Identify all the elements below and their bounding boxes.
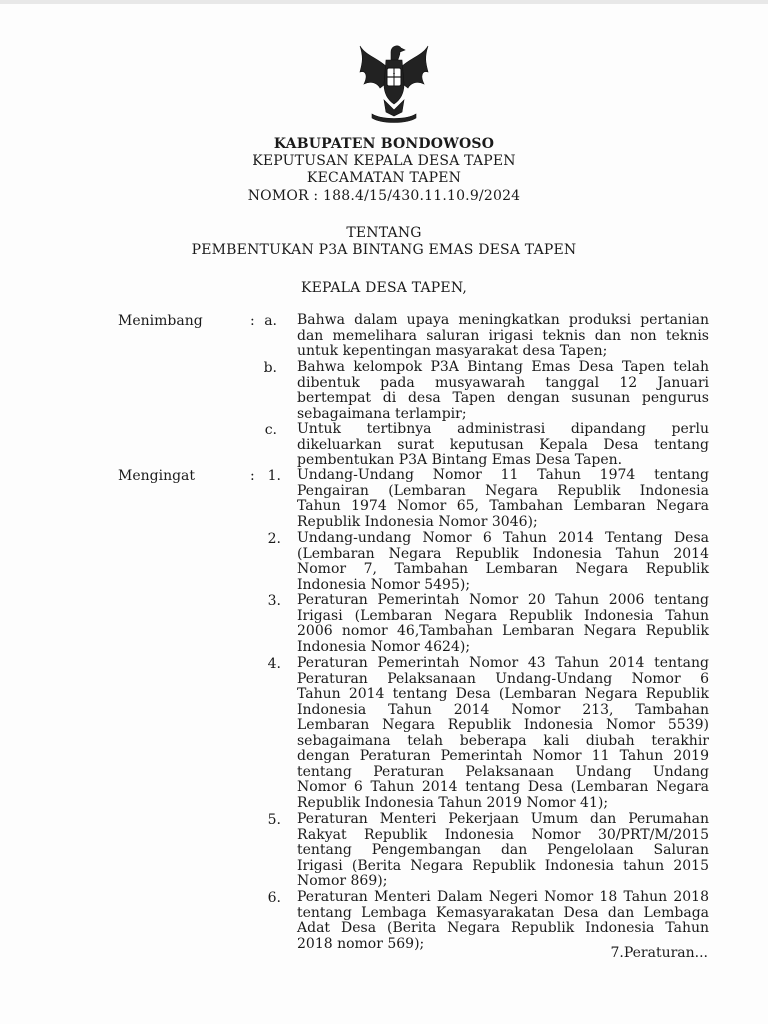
decree-title: KEPUTUSAN KEPALA DESA TAPEN — [252, 153, 516, 169]
mengingat-marker-3: 3. — [267, 593, 281, 609]
text-line: Undang-undang Nomor 6 Tahun 2014 Tentang Desa — [297, 530, 709, 546]
menimbang-colon: : — [250, 313, 255, 329]
text-line: Rakyat Republik Indonesia Nomor 30/PRT/M/2015 — [297, 826, 709, 843]
decree-number: NOMOR : 188.4/15/430.11.10.9/2024 — [247, 188, 521, 204]
text-line: Nomor 7, Tambahan Lembaran Negara Republik — [297, 561, 709, 577]
text-line: Irigasi (Lembaran Negara Republik Indonesia Tahun — [297, 607, 709, 624]
text-line: Untuk tertibnya administrasi dipandang perlu — [297, 421, 709, 437]
menimbang-marker-c: c. — [264, 422, 277, 438]
text-line: Lembaran Negara Republik Indonesia Nomor 5539) — [297, 717, 709, 733]
menimbang-marker-b: b. — [263, 360, 277, 376]
text-line: Indonesia Tahun 2014 Nomor 213, Tambahan — [297, 701, 709, 718]
mengingat-item-6 — [297, 890, 709, 952]
mengingat-item-1 — [297, 468, 709, 530]
district-name: KECAMATAN TAPEN — [306, 170, 462, 186]
text-line: Republik Indonesia Nomor 3046); — [297, 513, 538, 530]
text-line: Tahun 2014 tentang Desa (Lembaran Negara Republik — [297, 686, 709, 702]
text-line: dikeluarkan surat keputusan Kepala Desa tentang — [297, 436, 709, 453]
menimbang-label: Menimbang — [118, 313, 203, 329]
menimbang-item-b — [297, 360, 709, 422]
text-line: bertempat di desa Tapen dengan susunan pengurus — [297, 390, 709, 406]
text-line: Peraturan Pemerintah Nomor 20 Tahun 2006 tentang — [297, 592, 709, 608]
mengingat-item-5 — [297, 812, 709, 890]
mengingat-marker-5: 5. — [267, 812, 281, 828]
mengingat-label: Mengingat — [118, 468, 196, 484]
text-line: pembentukan P3A Bintang Emas Desa Tapen. — [297, 452, 623, 468]
issuer-heading: KEPALA DESA TAPEN, — [300, 280, 468, 296]
text-line: Peraturan Menteri Pekerjaan Umum dan Perumahan — [297, 811, 709, 827]
garuda-emblem-icon — [358, 38, 430, 124]
text-line: Republik Indonesia Tahun 2019 Nomor 41); — [297, 794, 609, 811]
text-line: Peraturan Menteri Dalam Negeri Nomor 18 Tahun 2018 — [297, 889, 709, 905]
text-line: tentang Pengembangan dan Pengelolaan Saluran — [297, 842, 709, 858]
mengingat-marker-1: 1. — [267, 468, 281, 484]
page-top-edge — [0, 0, 768, 4]
text-line: Nomor 869); — [297, 873, 388, 889]
text-line: sebagaimana terlampir; — [297, 405, 467, 422]
text-line: Indonesia Nomor 4624); — [297, 638, 471, 655]
text-line: untuk kepentingan masyarakat desa Tapen; — [297, 343, 608, 359]
text-line: tentang Lembaga Kemasyarakatan Desa dan Lembaga — [297, 904, 709, 921]
text-line: dengan Peraturan Pemerintah Nomor 11 Tahun 2019 — [297, 748, 709, 764]
text-line: tentang Peraturan Pelaksanaan Undang Undang — [297, 763, 709, 780]
text-line: Undang-Undang Nomor 11 Tahun 1974 tentang — [297, 467, 709, 483]
mengingat-marker-4: 4. — [267, 656, 281, 672]
menimbang-item-a — [297, 313, 709, 360]
text-line: Pengairan (Lembaran Negara Republik Indonesia — [297, 482, 709, 499]
text-line: dibentuk pada musyawarah tanggal 12 Januari — [297, 374, 709, 391]
text-line: Tahun 1974 Nomor 65, Tambahan Lembaran Negara — [297, 498, 709, 514]
mengingat-marker-6: 6. — [267, 890, 281, 906]
text-line: Adat Desa (Berita Negara Republik Indonesia Tahun — [297, 920, 709, 936]
decree-subject: PEMBENTUKAN P3A BINTANG EMAS DESA TAPEN — [191, 242, 577, 258]
text-line: Indonesia Nomor 5495); — [297, 576, 471, 593]
text-line: Nomor 6 Tahun 2014 tentang Desa (Lembaran Negara — [297, 779, 709, 795]
text-line: Irigasi (Berita Negara Republik Indonesia tahun 2015 — [297, 857, 709, 874]
about-heading: TENTANG — [346, 225, 422, 241]
text-line: dan memelihara saluran irigasi teknis dan non teknis — [297, 327, 709, 344]
menimbang-item-c — [297, 422, 709, 469]
text-line: Bahwa kelompok P3A Bintang Emas Desa Tapen telah — [297, 359, 709, 375]
mengingat-marker-2: 2. — [267, 531, 281, 547]
mengingat-item-4 — [297, 656, 709, 811]
regency-title: KABUPATEN BONDOWOSO — [273, 136, 495, 152]
text-line: Bahwa dalam upaya meningkatkan produksi pertanian — [297, 312, 709, 328]
text-line: 2018 nomor 569); — [297, 935, 425, 952]
menimbang-marker-a: a. — [264, 313, 277, 329]
text-line: sebagaimana telah beberapa kali diubah terakhir — [297, 732, 709, 749]
text-line: Peraturan Pelaksanaan Undang-Undang Nomor 6 — [297, 670, 709, 687]
text-line: (Lembaran Negara Republik Indonesia Tahun 2014 — [297, 545, 709, 562]
mengingat-item-2 — [297, 531, 709, 593]
continuation-note: 7.Peraturan... — [610, 945, 708, 961]
mengingat-colon: : — [250, 468, 255, 484]
mengingat-item-3 — [297, 593, 709, 655]
text-line: 2006 nomor 46,Tambahan Lembaran Negara Republik — [297, 623, 709, 639]
text-line: Peraturan Pemerintah Nomor 43 Tahun 2014 tentang — [297, 655, 709, 671]
